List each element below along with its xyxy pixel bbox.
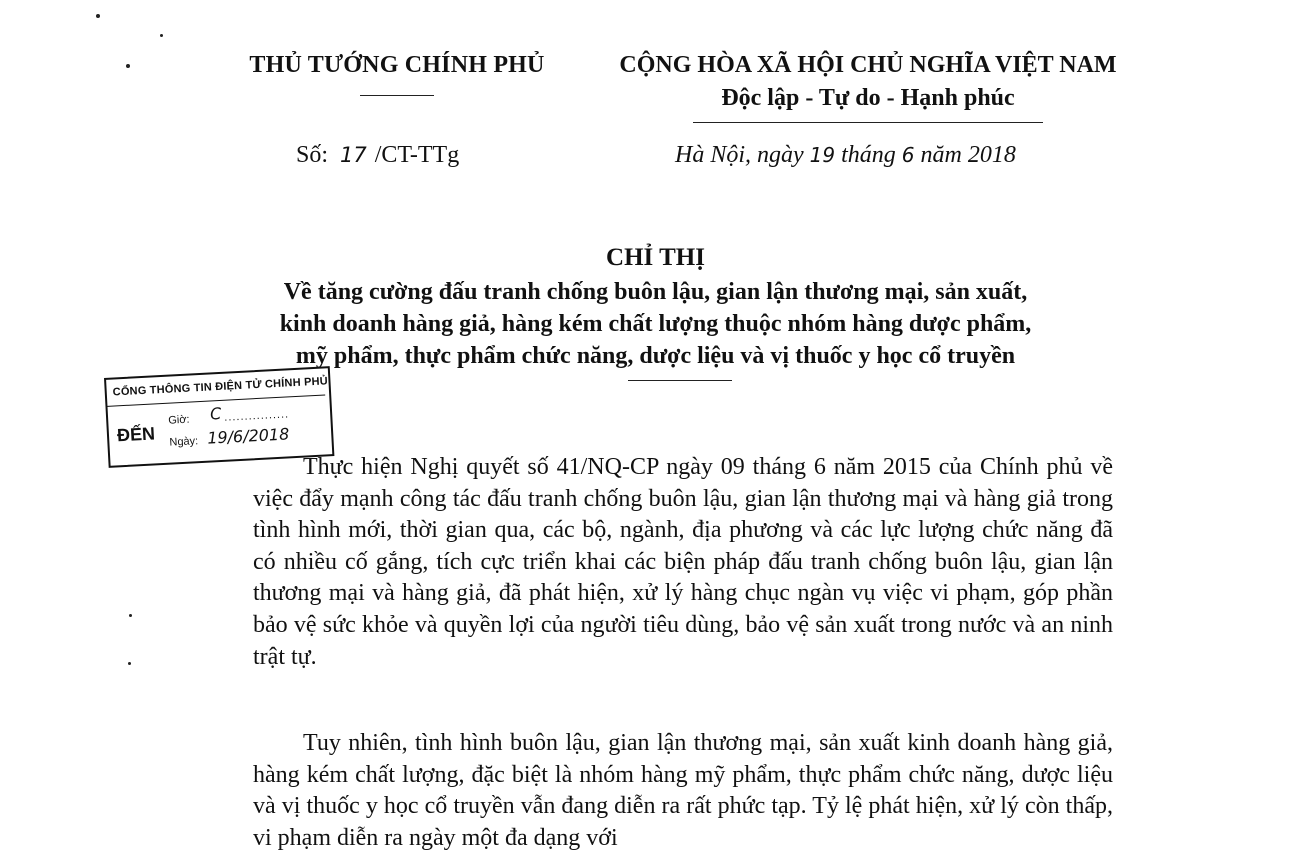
issuer-name: THỦ TƯỚNG CHÍNH PHỦ bbox=[249, 52, 545, 78]
reference-prefix: Số: bbox=[296, 142, 329, 168]
subject-line: Về tăng cường đấu tranh chống buôn lậu, gian lận thương mại, sản xuất, bbox=[283, 279, 1028, 305]
stamp-received-mark: ĐẾN bbox=[116, 423, 156, 446]
stamp-time-value: C bbox=[209, 403, 222, 424]
body-paragraph: Tuy nhiên, tình hình buôn lậu, gian lận thương mại, sản xuất kinh doanh hàng giả, hàng kém chất lượng, đặc biệt là nhóm hàng mỹ phẩm, thực phẩm chức năng, dược liệu và vị thuốc y học cổ truyền vẫn đang diễn ra rất phức tạp. Tỷ lệ phát hiện, xử lý còn thấp, vi phạm diễn ra ngày một đa dạng với bbox=[253, 730, 1113, 851]
issuer-block bbox=[232, 52, 562, 96]
document-type: CHỈ THỊ bbox=[606, 244, 705, 271]
stamp-date-label: Ngày: bbox=[169, 435, 199, 449]
stamp-time-label: Giờ: bbox=[168, 413, 190, 427]
issuer-underline bbox=[360, 95, 434, 96]
reference-number bbox=[296, 142, 459, 169]
national-motto: Độc lập - Tự do - Hạnh phúc bbox=[721, 85, 1015, 111]
scan-speck bbox=[96, 14, 100, 18]
subject-line: mỹ phẩm, thực phẩm chức năng, dược liệu và vị thuốc y học cổ truyền bbox=[295, 343, 1016, 369]
scan-speck bbox=[126, 64, 130, 68]
document-subject bbox=[150, 276, 1161, 372]
date-year: năm 2018 bbox=[914, 142, 1016, 168]
stamp-header: CỔNG THÔNG TIN ĐIỆN TỬ CHÍNH PHỦ bbox=[112, 375, 329, 399]
reference-suffix: /CT-TTg bbox=[374, 142, 460, 168]
subject-line: kinh doanh hàng giả, hàng kém chất lượng thuộc nhóm hàng dược phẩm, bbox=[279, 311, 1032, 337]
scan-speck bbox=[128, 662, 131, 665]
reference-handwritten-number: 17 bbox=[340, 143, 367, 167]
subject-underline bbox=[628, 380, 732, 381]
date-month-prefix: tháng bbox=[835, 142, 902, 168]
issue-date bbox=[675, 142, 1016, 169]
body-paragraph: Thực hiện Nghị quyết số 41/NQ-CP ngày 09 tháng 6 năm 2015 của Chính phủ về việc đẩy mạnh công tác đấu tranh chống buôn lậu, gian lận thương mại và hàng giả trong tình hình mới, thời gian qua, các bộ, ngành, địa phương và các lực lượng chức năng đã có nhiều cố gắng, tích cực triển khai các biện pháp đấu tranh chống buôn lậu, gian lận thương mại và hàng giả, đã phát hiện, xử lý hàng chục ngàn vụ việc vi phạm, góp phần bảo vệ sức khỏe và quyền lợi của người tiêu dùng, bảo vệ sản xuất trong nước và an ninh trật tự. bbox=[253, 454, 1113, 670]
date-place-prefix: Hà Nội, ngày bbox=[675, 142, 810, 168]
motto-underline bbox=[693, 122, 1043, 123]
scan-speck bbox=[160, 34, 163, 37]
country-name: CỘNG HÒA XÃ HỘI CHỦ NGHĨA VIỆT NAM bbox=[619, 52, 1117, 78]
stamp-time-dots: ................ bbox=[223, 408, 290, 424]
stamp-date-value: 19/6/2018 bbox=[206, 424, 290, 448]
national-title-block bbox=[588, 52, 1148, 123]
date-handwritten-day: 19 bbox=[809, 143, 836, 167]
scan-speck bbox=[129, 614, 132, 617]
date-handwritten-month: 6 bbox=[901, 143, 915, 167]
